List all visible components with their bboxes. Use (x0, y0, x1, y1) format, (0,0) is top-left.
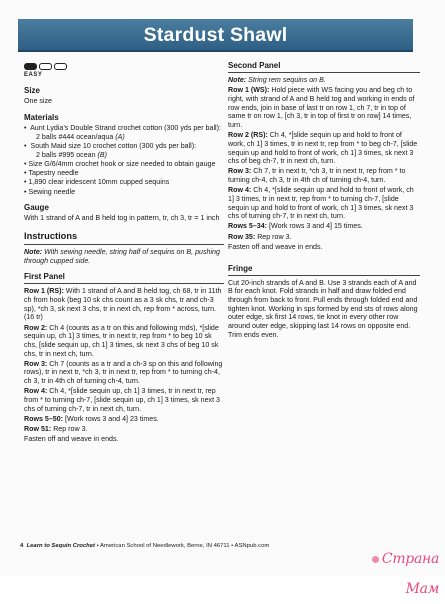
row-label: Row 4: (228, 186, 252, 195)
row-instruction (24, 324, 224, 359)
first-panel-heading: First Panel (24, 272, 65, 282)
book-title: Learn to Sequin Crochet (26, 543, 95, 549)
row-label: Row 51: (24, 425, 52, 434)
row-instruction (24, 360, 224, 386)
materials-item-text: Tapestry needle (28, 169, 79, 178)
left-column (24, 86, 224, 446)
size-heading: Size (24, 86, 41, 95)
materials-item (24, 124, 224, 141)
row-text: Ch 4, *[slide sequin up and hold to front of work, ch 1] 3 times, tr in next tr, rep from * to turning ch-7, [slide sequin up and hold to front of work, ch 1] 3 times, sk next 3 chs of turning ch-7, tr in next ch, turn. (228, 186, 414, 221)
row-instruction (228, 186, 420, 221)
row-label: Rows 5–50: (24, 414, 64, 423)
materials-item-text: 1,890 clear iridescent 10mm cupped sequins (28, 178, 170, 187)
second-panel-note (228, 76, 420, 85)
row-label: Row 4: (24, 387, 48, 396)
row-text: Ch 4 (counts as a tr on this and following rnds), *[slide sequin up, ch 1] 3 times, tr in next tr, rep from * to beg 10 sk chs, [slide sequin up, ch 1] 3 times, sk next 3 chs of beg 10 sk chs, tr in next ch, turn. (24, 323, 219, 358)
row-label: Row 3: (228, 167, 252, 176)
fringe-heading: Fringe (228, 263, 253, 273)
instructions-heading: Instructions (24, 231, 78, 242)
materials-item-text: Sewing needle (28, 187, 76, 196)
instructions-note (24, 248, 224, 265)
page-title: Stardust Shawl (18, 19, 413, 52)
first-panel-rule (24, 283, 224, 284)
skill-level-indicator (24, 63, 84, 85)
row-label: Row 3: (24, 359, 48, 368)
fasten-off-text: Fasten off and weave in ends. (24, 435, 119, 444)
row-instruction (228, 86, 420, 129)
fasten-off-text: Fasten off and weave in ends. (228, 242, 323, 251)
row-instruction (24, 425, 224, 434)
materials-item (24, 142, 224, 159)
skill-bar-empty (54, 63, 67, 70)
second-panel-rule (228, 72, 420, 73)
row-instruction (228, 233, 420, 242)
row-instruction (228, 131, 420, 166)
materials-item (24, 188, 224, 197)
row-text: Rep row 3. (257, 232, 292, 241)
note-text: With sewing needle, string half of sequins on B, pushing through cupped side. (24, 247, 220, 265)
materials-item (24, 160, 224, 169)
row-text: Ch 7, tr in next tr, *ch 3, tr in next tr, rep from * to turning ch-4, ch 3, tr in 4th ch of turning ch-4, turn. (228, 167, 406, 185)
right-column (228, 61, 420, 341)
materials-heading: Materials (24, 112, 59, 122)
materials-list (24, 124, 224, 196)
skill-level-label: EASY (24, 72, 43, 78)
instructions-rule (24, 244, 224, 245)
materials-item (24, 169, 224, 178)
second-panel-heading: Second Panel (228, 61, 281, 70)
materials-item-text: Size G/6/4mm crochet hook or size needed to obtain gauge (28, 159, 216, 168)
fringe-text: Cut 20-inch strands of A and B. Use 3 strands each of A and B for each knot. Fold strands in half and draw folded end through from back to front. Pull ends through folded end and tighten knot. Working in sps formed by end sts of rows along outer edge, sk first 14 rows, tie knot in every other row around outer edge, skipping last 14 rows on opposite end. Trim ends even. (228, 278, 418, 339)
note-label: Note: (24, 247, 43, 256)
row-instruction (24, 387, 224, 413)
row-text: Ch 7 (counts as a tr and a ch-3 sp on this and following rows), tr in next tr, *ch 3, tr in next tr, rep from * to turning ch-4, ch 3, tr in 4th ch of turning ch-4, turn. (24, 359, 223, 386)
materials-item-text: Aunt Lydia’s Double Strand crochet cotton (300 yds per ball): (30, 124, 221, 133)
row-instruction (24, 415, 224, 424)
watermark-text: Страна Мам (381, 551, 439, 597)
row-label: Row 1 (WS): (228, 86, 270, 95)
row-label: Row 1 (RS): (24, 287, 64, 296)
watermark (339, 544, 439, 597)
row-instruction (228, 222, 420, 231)
skill-bar-empty (39, 63, 52, 70)
row-label: Row 35: (228, 232, 256, 241)
row-instruction (24, 287, 224, 322)
materials-item (24, 178, 224, 187)
materials-item-sub: 2 balls #995 ocean (B) (36, 150, 107, 159)
row-text: With 1 strand of A and B held tog, ch 68, tr in 11th ch from hook (beg 10 sk chs count as a 3 sk chs, tr and ch-3 sp), *ch 3, sk next 3 chs, tr in next ch, rep from * across, turn. (16 tr) (24, 287, 222, 322)
watermark-flower-icon (372, 556, 379, 563)
row-label: Rows 5–34: (228, 222, 268, 231)
size-text: One size (24, 97, 52, 106)
row-label: Row 2: (24, 323, 48, 332)
gauge-text: With 1 strand of A and B held tog in pattern, tr, ch 3, tr = 1 inch (24, 214, 220, 223)
page-number: 4 (20, 543, 24, 549)
row-text: Rep row 3. (53, 425, 88, 434)
skill-bar-filled (24, 63, 37, 70)
skill-level-bars (24, 63, 84, 70)
materials-item-text: South Maid size 10 crochet cotton (300 yds per ball): (30, 142, 197, 151)
row-label: Row 2 (RS): (228, 131, 268, 140)
row-text: Ch 4, *[slide sequin up, ch 1] 3 times, tr in next tr, rep from * to turning ch-7, [slide sequin up, ch 1] 3 times, sk next 3 chs of turning ch-7, tr in next ch, turn. (24, 387, 220, 413)
page-footer (20, 543, 320, 549)
materials-item-sub: 2 balls #444 ocean/aqua (A) (36, 132, 125, 141)
publisher-info: • American School of Needlework, Berne, IN 46711 • ASNpub.com (96, 543, 270, 549)
row-instruction (228, 167, 420, 184)
note-label: Note: (228, 76, 247, 85)
row-text: Hold piece with WS facing you and beg ch to right, with strand of A and B held tog and working in ends of row ends, join in base of last tr on row 1, ch 7, tr in top of same tr on row 1, [ch 3, tr in top of first tr on row] 14 times, turn. (228, 86, 415, 130)
gauge-heading: Gauge (24, 203, 49, 213)
row-text: Ch 4, *[slide sequin up and hold to front of work, ch 1] 3 times, tr in next tr, rep from * to beg ch-7, [slide sequin up and hold to front of work, ch 1] 3 times, sk next 3 chs of beg ch-7, tr in next ch, turn. (228, 131, 418, 166)
row-text: [Work rows 3 and 4] 15 times. (269, 222, 363, 231)
note-text: String rem sequins on B. (248, 76, 326, 85)
row-text: [Work rows 3 and 4] 23 times. (65, 414, 159, 423)
fringe-rule (228, 275, 420, 276)
